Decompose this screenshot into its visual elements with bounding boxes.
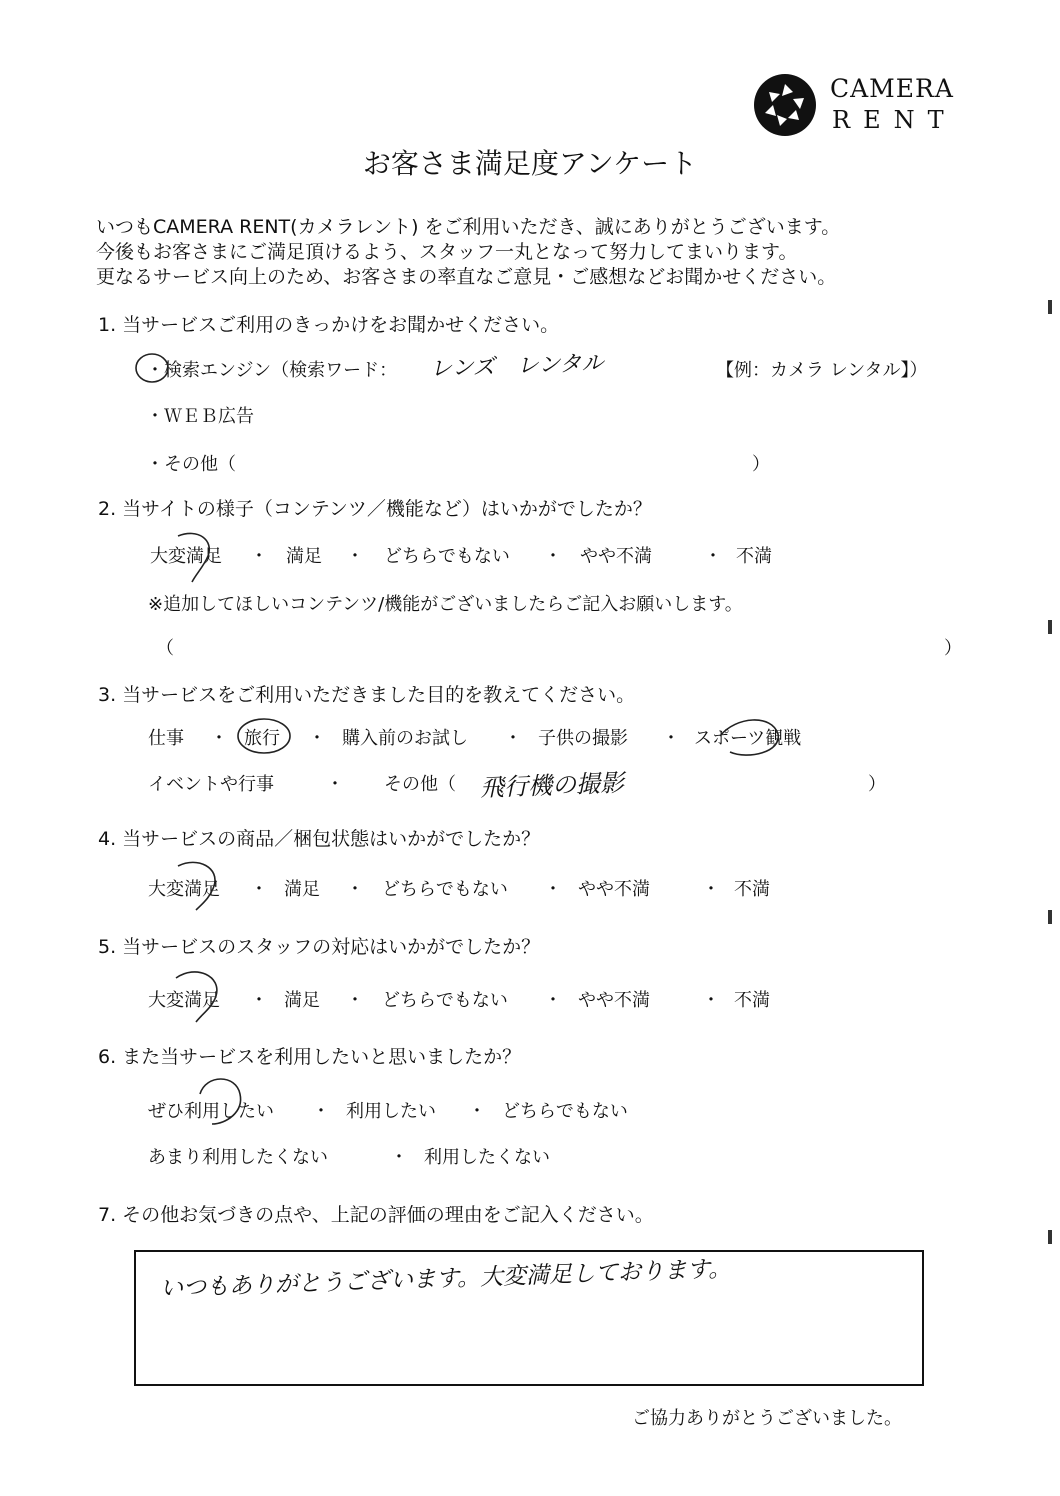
q4-sep: ・ [702, 879, 720, 900]
q1-example: 【例：カメラ レンタル】） [716, 360, 928, 381]
q5-label: 5. 当サービスのスタッフの対応はいかがでしたか？ [98, 936, 541, 958]
page-title: お客さま満足度アンケート [362, 147, 698, 180]
q2-sep: ・ [544, 546, 562, 567]
q3-sep: ・ [210, 728, 228, 749]
q2-paren-close: ） [944, 638, 962, 659]
q2-paren-open: （ [156, 638, 174, 659]
q6-option-yes: 利用したい [346, 1101, 436, 1122]
logo-line1: CAMERA [830, 74, 954, 103]
q6-sep: ・ [468, 1101, 486, 1122]
q5-option-somewhat-unsatisfied: やや不満 [578, 990, 650, 1011]
q6-label: 6. また当サービスを利用したいと思いましたか？ [98, 1046, 522, 1068]
q2-option-unsatisfied: 不満 [736, 546, 772, 567]
q4-option-very-satisfied: 大変満足 [148, 879, 220, 900]
intro-line-3: 更なるサービス向上のため、お客さまの率直なご意見・ご感想などお聞かせください。 [96, 266, 837, 288]
q3-sep: ・ [326, 774, 344, 795]
q1-web-ad: ・ＷＥＢ広告 [146, 406, 254, 427]
camera-shutter-icon [752, 72, 818, 138]
q2-label: 2. 当サイトの様子（コンテンツ／機能など）はいかがでしたか？ [98, 498, 652, 520]
q3-option-other: その他（ [384, 774, 456, 795]
q5-sep: ・ [702, 990, 720, 1011]
q6-option-not-much: あまり利用したくない [148, 1147, 328, 1168]
q7-answer: いつもありがとうございます。大変満足しております。 [159, 1256, 732, 1302]
q3-sep: ・ [662, 728, 680, 749]
q3-label: 3. 当サービスをご利用いただきました目的を教えてください。 [98, 684, 636, 706]
q6-option-neutral: どちらでもない [502, 1101, 628, 1122]
q4-sep: ・ [544, 879, 562, 900]
q5-option-satisfied: 満足 [284, 990, 320, 1011]
q6-sep: ・ [312, 1101, 330, 1122]
q4-sep: ・ [250, 879, 268, 900]
q4-label: 4. 当サービスの商品／梱包状態はいかがでしたか？ [98, 828, 541, 850]
q6-option-definitely: ぜひ利用したい [148, 1101, 274, 1122]
q2-sep: ・ [704, 546, 722, 567]
q2-option-very-satisfied: 大変満足 [150, 546, 222, 567]
footer-thanks: ご協力ありがとうございました。 [632, 1408, 902, 1429]
q5-option-very-satisfied: 大変満足 [148, 990, 220, 1011]
q4-option-somewhat-unsatisfied: やや不満 [578, 879, 650, 900]
intro-line-1: いつもCAMERA RENT(カメラレント) をご利用いただき、誠にありがとうございます。 [96, 216, 841, 238]
q3-option-travel: 旅行 [244, 728, 280, 749]
q1-other-close: ） [752, 454, 770, 475]
q3-sep: ・ [504, 728, 522, 749]
q2-sep: ・ [346, 546, 364, 567]
q4-sep: ・ [346, 879, 364, 900]
q6-option-no: 利用したくない [424, 1147, 550, 1168]
q3-other-answer: 飛行機の撮影 [479, 768, 625, 802]
q4-option-neutral: どちらでもない [382, 879, 508, 900]
intro-line-2: 今後もお客さまにご満足頂けるよう、スタッフ一丸となって努力してまいります。 [96, 241, 798, 263]
q5-sep: ・ [346, 990, 364, 1011]
q1-other: ・その他（ [146, 454, 236, 475]
q6-sep: ・ [390, 1147, 408, 1168]
q7-label: 7. その他お気づきの点や、上記の評価の理由をご記入ください。 [98, 1204, 654, 1226]
q2-option-somewhat-unsatisfied: やや不満 [580, 546, 652, 567]
q3-option-children: 子供の撮影 [538, 728, 628, 749]
q2-sep: ・ [250, 546, 268, 567]
q2-option-neutral: どちらでもない [384, 546, 510, 567]
q5-sep: ・ [544, 990, 562, 1011]
scan-mark [1048, 620, 1052, 634]
q2-option-satisfied: 満足 [286, 546, 322, 567]
q3-option-sports: スポーツ観戦 [694, 728, 802, 749]
scan-mark [1048, 910, 1052, 924]
logo-line2: RENT [832, 106, 957, 134]
q5-option-neutral: どちらでもない [382, 990, 508, 1011]
scan-mark [1048, 300, 1052, 314]
q3-other-close: ） [868, 774, 886, 795]
scan-mark [1048, 1230, 1052, 1244]
q1-search-words-answer: レンズ レンタル [429, 350, 604, 382]
q4-option-unsatisfied: 不満 [734, 879, 770, 900]
q2-note: ※追加してほしいコンテンツ/機能がございましたらご記入お願いします。 [148, 594, 743, 615]
q1-search-engine: ・検索エンジン（検索ワード： [146, 360, 398, 381]
q3-option-work: 仕事 [148, 728, 184, 749]
q5-sep: ・ [250, 990, 268, 1011]
q1-label: 1. 当サービスご利用のきっかけをお聞かせください。 [98, 314, 560, 336]
q4-option-satisfied: 満足 [284, 879, 320, 900]
q5-option-unsatisfied: 不満 [734, 990, 770, 1011]
q3-sep: ・ [308, 728, 326, 749]
camera-rent-logo [752, 70, 957, 140]
q3-option-event: イベントや行事 [148, 774, 274, 795]
q3-option-trial: 購入前のお試し [342, 728, 468, 749]
